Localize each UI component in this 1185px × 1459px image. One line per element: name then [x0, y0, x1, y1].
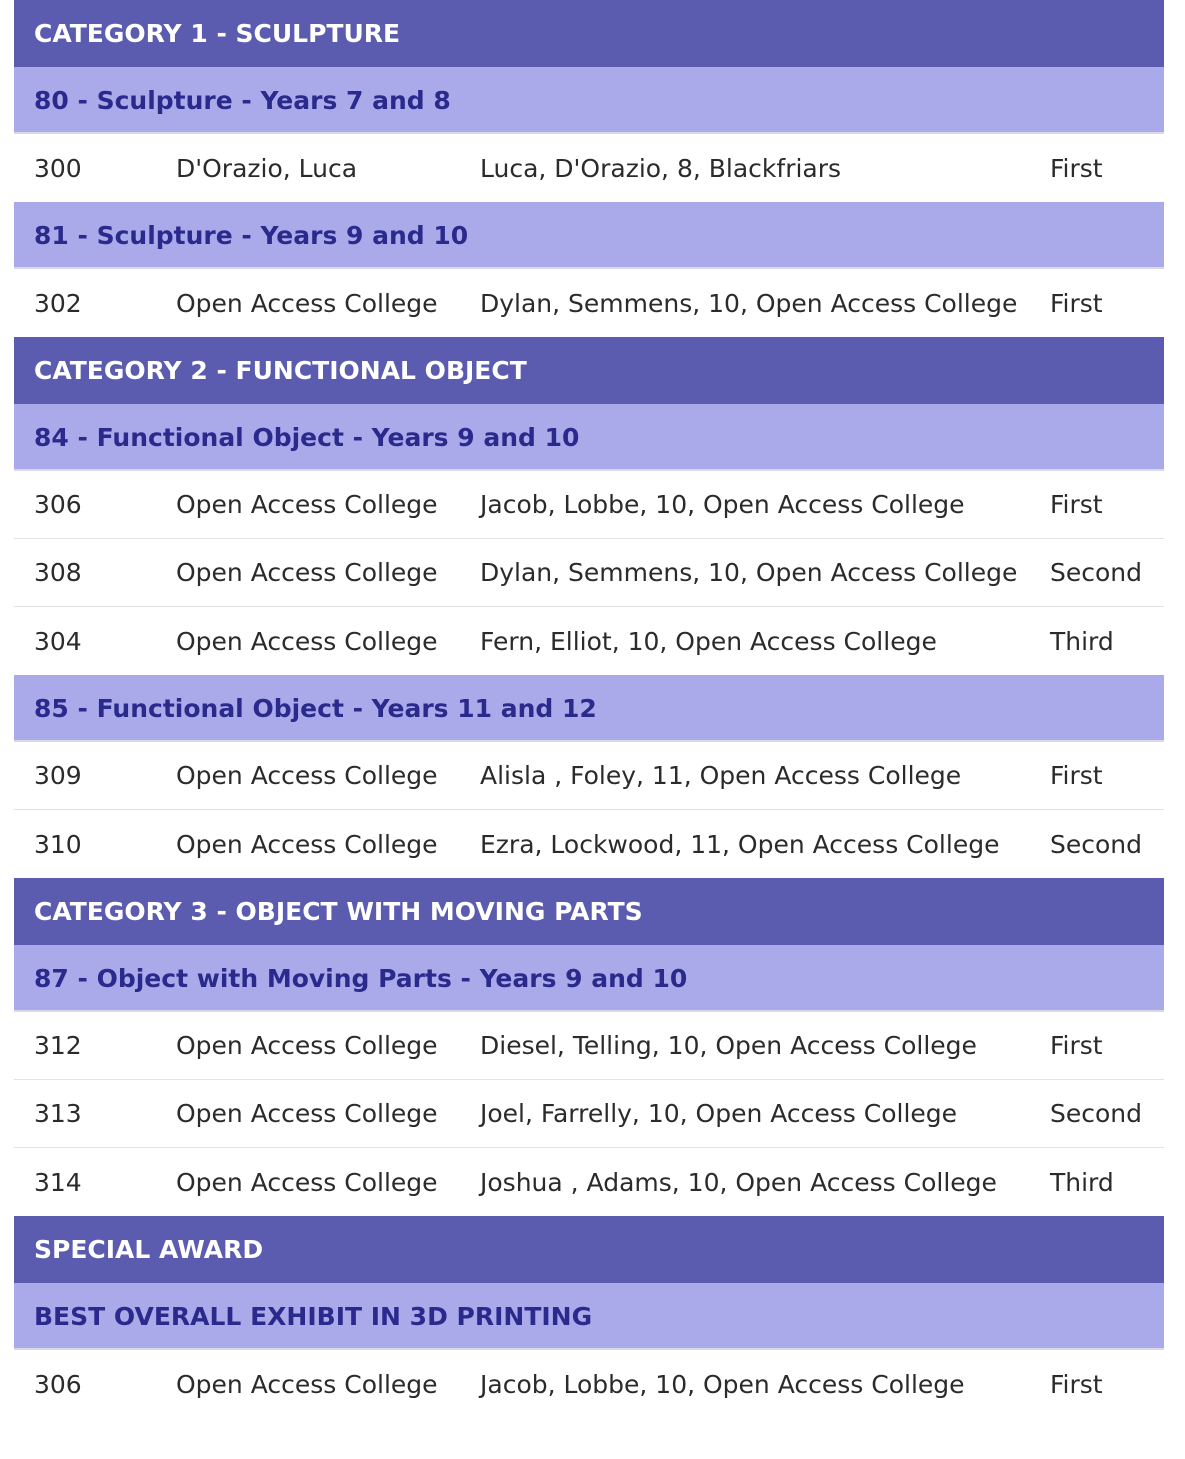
entry-place: First — [1050, 1369, 1103, 1399]
section-header: 80 - Sculpture - Years 7 and 8 — [14, 67, 1164, 134]
entry-entrant: Fern, Elliot, 10, Open Access College — [480, 626, 937, 656]
entry-entrant: Dylan, Semmens, 10, Open Access College — [480, 288, 1018, 318]
entry-entrant: Alisla , Foley, 11, Open Access College — [480, 761, 962, 790]
table-row — [14, 1012, 1164, 1080]
table-row — [14, 607, 1164, 675]
entry-number: 304 — [34, 626, 82, 656]
entry-school: Open Access College — [176, 1099, 438, 1128]
entry-entrant: Dylan, Semmens, 10, Open Access College — [480, 558, 1018, 587]
entry-number: 312 — [34, 1031, 82, 1060]
entry-place: First — [1050, 288, 1103, 318]
entry-place: Third — [1050, 626, 1114, 656]
entry-number: 310 — [34, 829, 82, 859]
table-row — [14, 742, 1164, 810]
entry-number: 313 — [34, 1099, 82, 1128]
section-header: 81 - Sculpture - Years 9 and 10 — [14, 202, 1164, 269]
entry-school: Open Access College — [176, 1369, 438, 1399]
entry-school: Open Access College — [176, 288, 438, 318]
table-row — [14, 1148, 1164, 1216]
entry-place: First — [1050, 761, 1103, 790]
table-row — [14, 471, 1164, 539]
entry-school: Open Access College — [176, 490, 438, 519]
table-row — [14, 269, 1164, 337]
entry-number: 308 — [34, 558, 82, 587]
section-header: 85 - Functional Object - Years 11 and 12 — [14, 675, 1164, 742]
entry-entrant: Jacob, Lobbe, 10, Open Access College — [480, 490, 965, 519]
section-header: BEST OVERALL EXHIBIT IN 3D PRINTING — [14, 1283, 1164, 1350]
entry-number: 306 — [34, 490, 82, 519]
entry-school: Open Access College — [176, 761, 438, 790]
section-header: 84 - Functional Object - Years 9 and 10 — [14, 404, 1164, 471]
section-header: 87 - Object with Moving Parts - Years 9 and 10 — [14, 945, 1164, 1012]
table-row — [14, 1080, 1164, 1148]
table-row — [14, 1350, 1164, 1418]
entry-number: 314 — [34, 1167, 82, 1197]
entry-school: Open Access College — [176, 558, 438, 587]
entry-school: D'Orazio, Luca — [176, 153, 358, 183]
category-header: CATEGORY 2 - FUNCTIONAL OBJECT — [14, 337, 1164, 404]
entry-place: First — [1050, 490, 1103, 519]
entry-entrant: Joel, Farrelly, 10, Open Access College — [480, 1099, 958, 1128]
category-header: CATEGORY 1 - SCULPTURE — [14, 0, 1164, 67]
entry-place: Second — [1050, 829, 1143, 859]
table-row — [14, 539, 1164, 607]
entry-entrant: Luca, D'Orazio, 8, Blackfriars — [480, 153, 842, 183]
entry-school: Open Access College — [176, 829, 438, 859]
entry-school: Open Access College — [176, 626, 438, 656]
results-table — [14, 0, 1164, 1418]
table-row — [14, 134, 1164, 202]
entry-number: 300 — [34, 153, 82, 183]
entry-school: Open Access College — [176, 1031, 438, 1060]
entry-place: Second — [1050, 558, 1143, 587]
category-header: SPECIAL AWARD — [14, 1216, 1164, 1283]
entry-number: 309 — [34, 761, 82, 790]
entry-number: 302 — [34, 288, 82, 318]
entry-place: Third — [1050, 1167, 1114, 1197]
entry-entrant: Joshua , Adams, 10, Open Access College — [480, 1167, 997, 1197]
table-row — [14, 810, 1164, 878]
entry-place: First — [1050, 153, 1103, 183]
category-header: CATEGORY 3 - OBJECT WITH MOVING PARTS — [14, 878, 1164, 945]
entry-number: 306 — [34, 1369, 82, 1399]
entry-entrant: Ezra, Lockwood, 11, Open Access College — [480, 829, 1000, 859]
entry-place: Second — [1050, 1099, 1143, 1128]
entry-place: First — [1050, 1031, 1103, 1060]
entry-school: Open Access College — [176, 1167, 438, 1197]
entry-entrant: Jacob, Lobbe, 10, Open Access College — [480, 1369, 965, 1399]
entry-entrant: Diesel, Telling, 10, Open Access College — [480, 1031, 977, 1060]
